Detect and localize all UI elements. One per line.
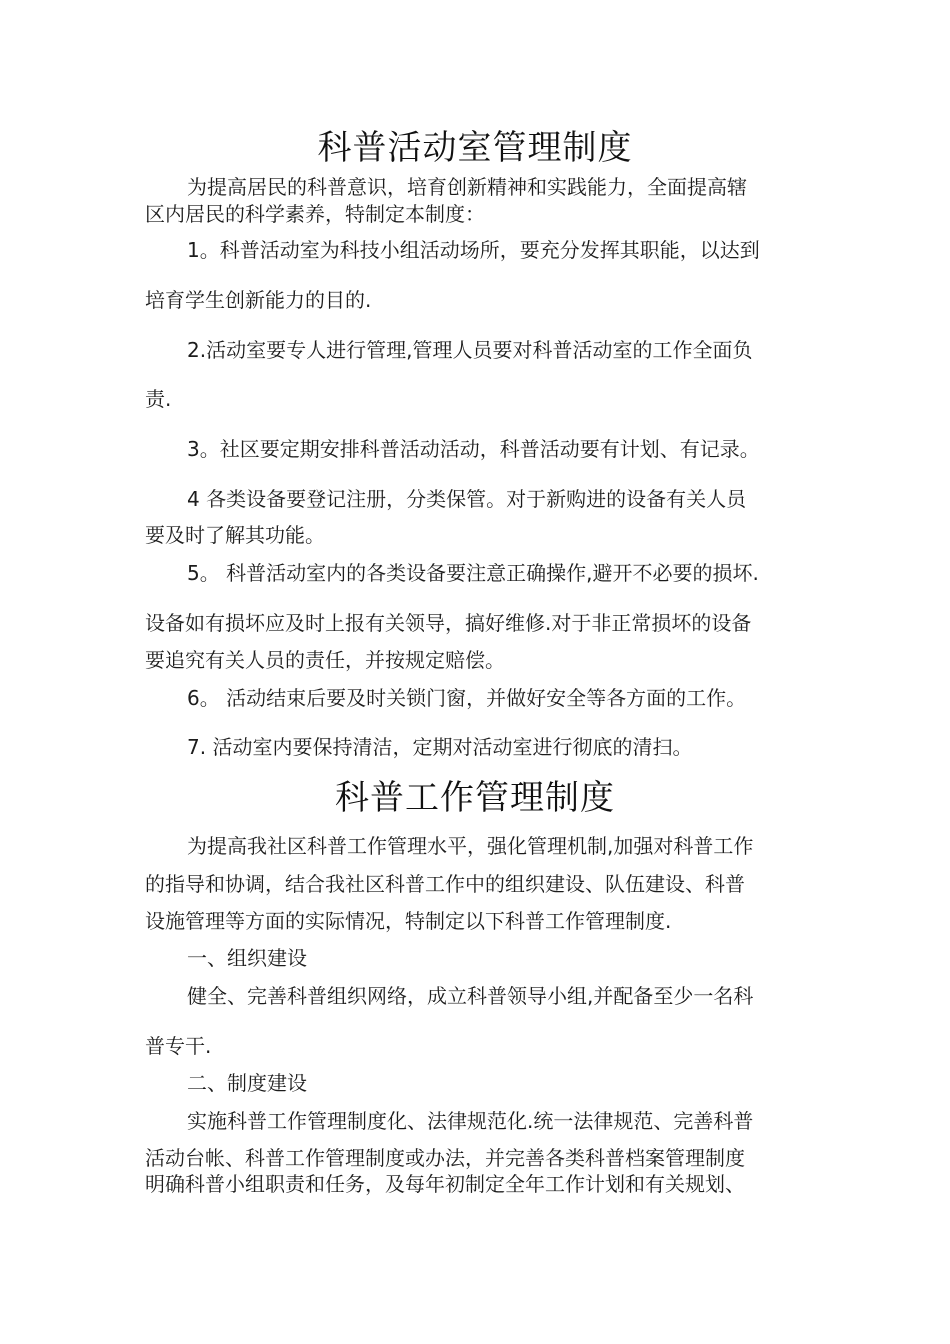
doc2-section2-heading: 二、制度建设 <box>187 1071 307 1095</box>
doc1-item5-line1: 5。 科普活动室内的各类设备要注意正确操作,避开不必要的损坏. <box>187 561 759 585</box>
doc1-item4-line2: 要及时了解其功能。 <box>145 523 325 547</box>
doc2-section2-line1: 实施科普工作管理制度化、法律规范化.统一法律规范、完善科普 <box>187 1109 754 1133</box>
doc2-section1-line1: 健全、完善科普组织网络，成立科普领导小组,并配备至少一名科 <box>187 984 754 1008</box>
doc1-item1-line1: 1。科普活动室为科技小组活动场所，要充分发挥其职能，以达到 <box>187 238 760 262</box>
doc1-intro-line1: 为提高居民的科普意识，培育创新精神和实践能力，全面提高辖 <box>187 175 747 199</box>
doc2-intro-line3: 设施管理等方面的实际情况，特制定以下科普工作管理制度. <box>145 909 672 933</box>
doc2-title: 科普工作管理制度 <box>335 778 615 818</box>
doc1-item4-line1: 4 各类设备要登记注册，分类保管。对于新购进的设备有关人员 <box>187 487 747 511</box>
doc2-section1-heading: 一、组织建设 <box>187 946 307 970</box>
doc1-item1-line2: 培育学生创新能力的目的. <box>145 288 372 312</box>
doc2-section2-line2: 活动台帐、科普工作管理制度或办法，并完善各类科普档案管理制度 <box>145 1146 745 1170</box>
doc1-item5-line2: 设备如有损坏应及时上报有关领导，搞好维修.对于非正常损坏的设备 <box>145 611 752 635</box>
doc1-item7: 7. 活动室内要保持清洁，定期对活动室进行彻底的清扫。 <box>187 735 693 759</box>
doc2-section1-line2: 普专干. <box>145 1034 212 1058</box>
doc1-item2-line1: 2.活动室要专人进行管理,管理人员要对科普活动室的工作全面负 <box>187 338 753 362</box>
doc2-intro-line1: 为提高我社区科普工作管理水平，强化管理机制,加强对科普工作 <box>187 834 754 858</box>
doc1-item2-line2: 责. <box>145 387 172 411</box>
doc2-section2-line3: 明确科普小组职责和任务，及每年初制定全年工作计划和有关规划、 <box>145 1172 745 1196</box>
doc2-intro-line2: 的指导和协调，结合我社区科普工作中的组织建设、队伍建设、科普 <box>145 872 745 896</box>
doc1-intro-line2: 区内居民的科学素养，特制定本制度： <box>145 202 485 226</box>
doc1-title: 科普活动室管理制度 <box>317 128 633 168</box>
doc1-item6: 6。 活动结束后要及时关锁门窗，并做好安全等各方面的工作。 <box>187 686 747 710</box>
doc1-item5-line3: 要追究有关人员的责任，并按规定赔偿。 <box>145 648 505 672</box>
doc1-item3: 3。社区要定期安排科普活动活动，科普活动要有计划、有记录。 <box>187 437 760 461</box>
